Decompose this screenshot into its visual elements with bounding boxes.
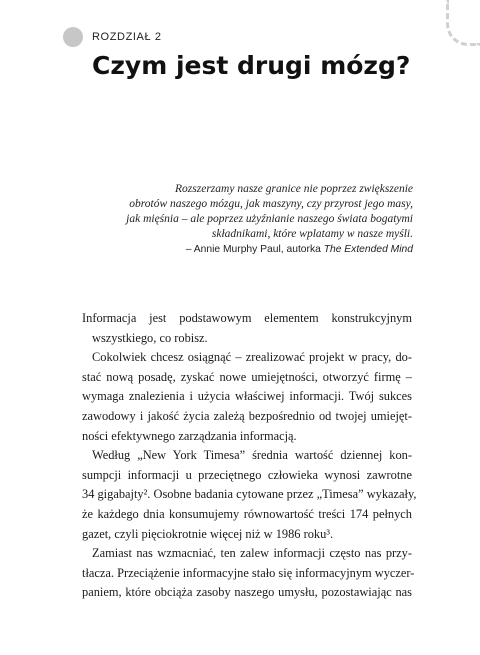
body-line: Według „New York Timesa” średnia wartość dziennej kon-	[92, 448, 412, 463]
epigraph-line: obrotów naszego mózgu, jak maszyny, czy przyrost jego masy,	[129, 198, 413, 210]
epigraph-line: składnikami, które wplatamy w nasze myśli.	[211, 228, 413, 240]
body-line: stać nową posadę, zyskać nowe umiejętności, otworzyć firmę –	[82, 369, 412, 384]
body-line: wszystkiego, co robisz.	[92, 330, 208, 345]
chapter-marker-dot	[63, 27, 83, 47]
body-line: 34 gigabajty². Osobne badania cytowane przez „Timesa” wykazały,	[82, 487, 417, 502]
epigraph-line: jak mięśnia – ale poprzez użyźnianie naszego świata bogatymi	[126, 213, 413, 225]
body-line: Cokolwiek chcesz osiągnąć – zrealizować projekt w pracy, do-	[92, 350, 412, 365]
chapter-title: Czym jest drugi mózg?	[92, 51, 411, 80]
body-line: że każdego dnia konsumujemy równowartość treści 174 pełnych	[82, 506, 412, 521]
attribution-book-title: The Extended Mind	[323, 244, 413, 255]
epigraph	[120, 182, 413, 257]
body-line: Zamiast nas wzmacniać, ten zalew informacji często nas przy-	[92, 546, 412, 561]
body-line: paniem, które obciąża zasoby naszego umysłu, pozostawiając nas	[82, 585, 412, 600]
epigraph-attribution	[120, 242, 413, 257]
body-line: gazet, czyli pięciokrotnie więcej niż w 1986 roku³.	[82, 526, 334, 541]
body-text	[82, 309, 417, 603]
body-line: wymaga znalezienia i użycia właściwej informacji. Twój sukces	[82, 389, 412, 404]
body-line: ności efektywnego zarządzania informacją.	[82, 428, 297, 443]
attribution-author: – Annie Murphy Paul, autorka	[185, 244, 324, 255]
epigraph-line: Rozszerzamy nasze granice nie poprzez zwiększenie	[175, 183, 413, 195]
chapter-label: ROZDZIAŁ 2	[92, 31, 162, 43]
body-line: sumpcji informacji u przeciętnego człowieka wynosi zawrotne	[82, 467, 412, 482]
dashed-corner-decoration	[446, 0, 480, 46]
body-line: zawodowy i jakość życia zależą bezpośrednio od twojej umiejęt-	[82, 408, 412, 423]
body-line: Informacja jest podstawowym elementem konstrukcyjnym	[82, 311, 412, 325]
body-line: tłacza. Przeciążenie informacyjne stało się informacyjnym wyczer-	[82, 565, 415, 580]
